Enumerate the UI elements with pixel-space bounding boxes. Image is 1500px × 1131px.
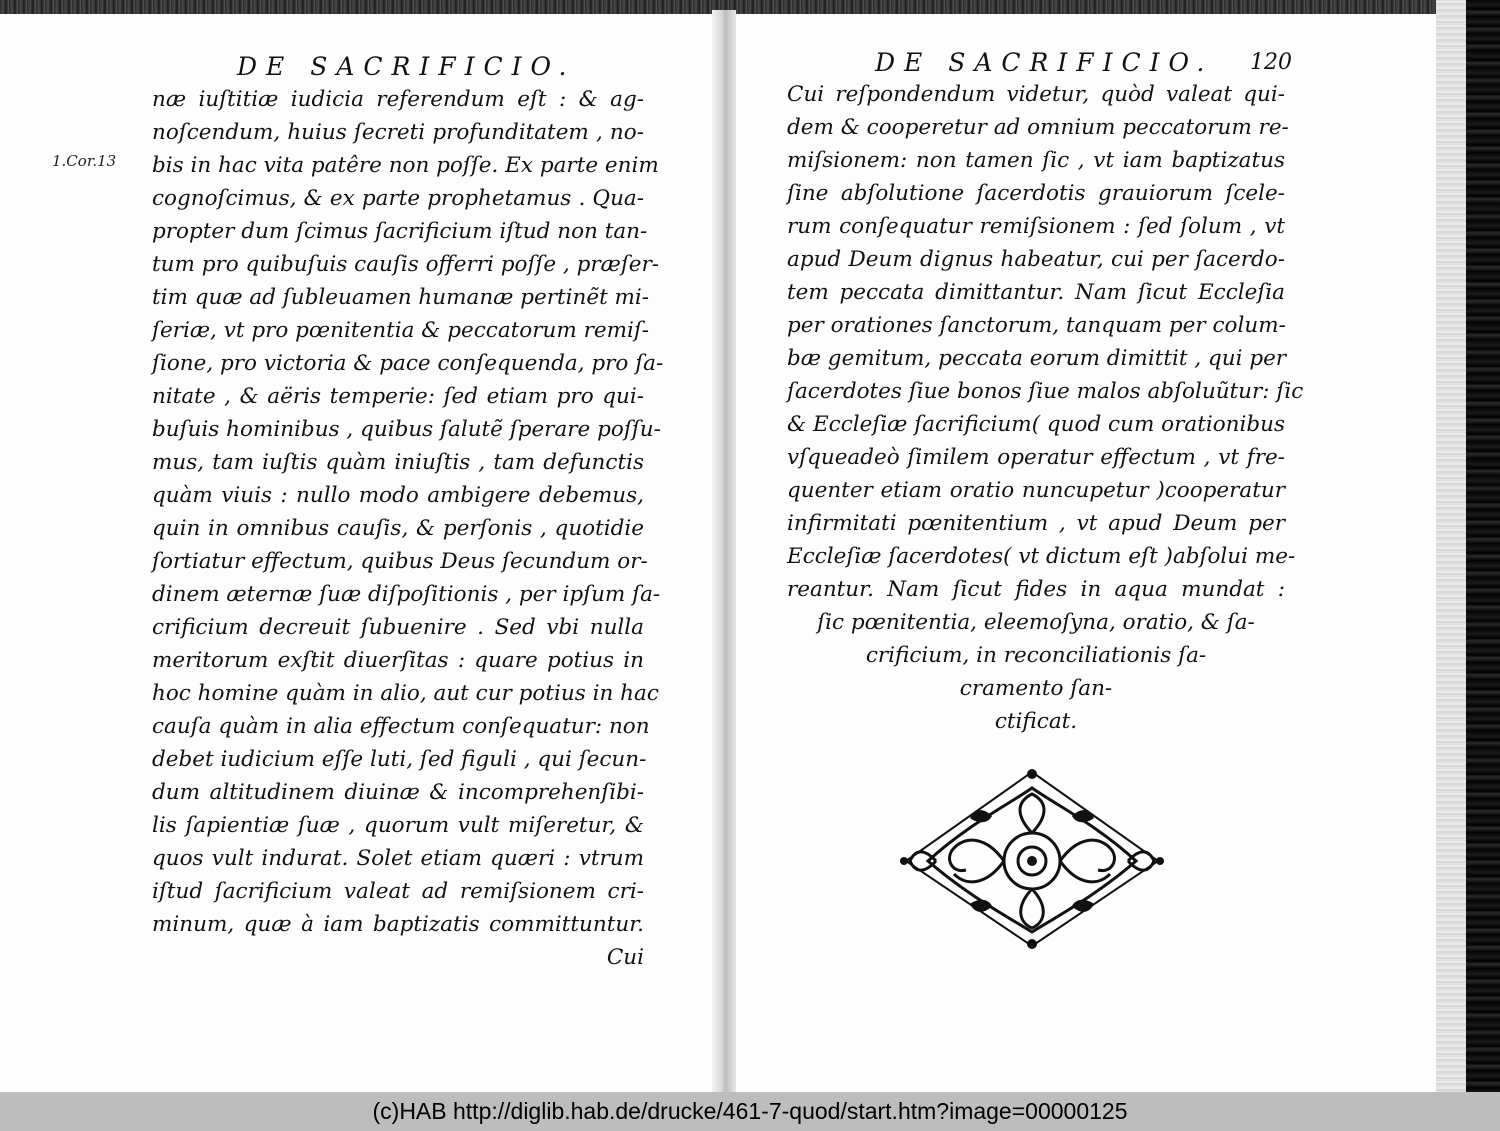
text-line: ſacerdotes ſiue bonos ſiue malos abſoluũtur: ſic	[787, 379, 1304, 404]
text-line: dinem æternæ ſuæ diſpoſitionis , per ipſum ſa-	[152, 582, 661, 607]
text-line: nitate , & aëris temperie: ſed etiam pro qui-	[152, 384, 644, 409]
page-number: 120	[1250, 50, 1292, 75]
text-line: tem peccata dimittantur. Nam ſicut Eccleſia	[787, 280, 1285, 305]
text-line: buſuis hominibus , quibus ſalutẽ ſperare poſſu-	[152, 417, 661, 442]
text-line: cauſa quàm in alia effectum conſequatur: non	[152, 714, 650, 739]
text-line: & Eccleſiæ ſacrificium( quod cum orationibus	[787, 412, 1286, 437]
text-line: propter dum ſcimus ſacrificium iſtud non tan-	[152, 219, 648, 244]
text-line: næ iuſtitiæ iudicia referendum eſt : & ag-	[152, 87, 644, 112]
scan-right-border	[1466, 0, 1500, 1092]
copyright-text: (c)HAB http://diglib.hab.de/drucke/461-7-quod/start.htm?image=00000125	[372, 1098, 1128, 1124]
text-line: ſione, pro victoria & pace conſequenda, pro ſa-	[152, 351, 664, 376]
text-line: quin in omnibus cauſis, & perſonis , quotidie	[152, 516, 644, 541]
book-gutter	[712, 10, 736, 1092]
text-line: minum, quæ à iam baptizatis committuntur.	[152, 912, 644, 937]
text-line: bis in hac vita patêre non poſſe. Ex parte enim	[152, 153, 659, 178]
text-line: meritorum exſtit diuerſitas : quare potius in	[152, 648, 644, 673]
text-line: apud Deum dignus habeatur, cui per ſacerdo-	[787, 247, 1285, 272]
text-line: ſine abſolutione ſacerdotis grauiorum ſcele-	[787, 181, 1285, 206]
text-line: bæ gemitum, peccata eorum dimittit , qui per	[787, 346, 1287, 371]
right-page-header: DE SACRIFICIO.	[875, 48, 1214, 77]
text-line: quenter etiam oratio nuncupetur )cooperatur	[787, 478, 1285, 503]
text-line: dem & cooperetur ad omnium peccatorum re-	[787, 115, 1289, 140]
text-line: debet iudicium eſſe luti, ſed figuli , qui ſecun-	[152, 747, 647, 772]
right-page-body	[787, 78, 1304, 738]
left-page-body	[152, 83, 664, 974]
fleuron-ornament-icon	[896, 766, 1168, 952]
text-line: miſsionem: non tamen ſic , vt iam baptizatus	[787, 148, 1285, 173]
text-line-centered: ſic pœnitentia, eleemoſyna, oratio, & ſa-	[817, 610, 1255, 635]
text-line: noſcendum, huius ſecreti profunditatem , no-	[152, 120, 644, 145]
catchword: Cui	[606, 945, 644, 970]
text-line: vſqueadeò ſimilem operatur effectum , vt fre-	[787, 445, 1285, 470]
text-line: crificium decreuit ſubuenire . Sed vbi nulla	[152, 615, 644, 640]
text-line: quos vult indurat. Solet etiam quæri : vtrum	[152, 846, 644, 871]
text-line-centered: cramento ſan-	[959, 676, 1113, 701]
text-line: rum conſequatur remiſsionem : ſed ſolum , vt	[787, 214, 1285, 239]
text-line: per orationes ſanctorum, tanquam per colum-	[787, 313, 1286, 338]
text-line: dum altitudinem diuinæ & incomprehenſibi-	[152, 780, 644, 805]
text-line: ſortiatur effectum, quibus Deus ſecundum or-	[152, 549, 648, 574]
left-page-header: DE SACRIFICIO.	[237, 52, 576, 81]
text-line: tim quæ ad ſubleuamen humanæ pertinẽt mi-	[152, 285, 650, 310]
margin-note: 1.Cor.13	[52, 152, 117, 170]
text-line-centered: ctificat.	[994, 709, 1078, 734]
text-line-centered: crificium, in reconciliationis ſa-	[865, 643, 1207, 668]
text-line: Eccleſiæ ſacerdotes( vt dictum eſt )abſolui me-	[787, 544, 1296, 569]
scan-top-edge	[0, 0, 1500, 14]
page-edges	[1436, 0, 1466, 1092]
copyright-footer	[0, 1092, 1500, 1131]
text-line: iſtud ſacrificium valeat ad remiſsionem cri-	[152, 879, 644, 904]
text-line: Cui reſpondendum videtur, quòd valeat qui-	[787, 82, 1285, 107]
text-line: reantur. Nam ſicut fides in aqua mundat :	[787, 577, 1285, 602]
text-line: ſeriæ, vt pro pœnitentia & peccatorum remiſ-	[152, 318, 650, 343]
text-line: quàm viuis : nullo modo ambigere debemus,	[152, 483, 644, 508]
text-line: cognoſcimus, & ex parte prophetamus . Qua-	[152, 186, 644, 211]
text-line: hoc homine quàm in alio, aut cur potius in hac	[152, 681, 659, 706]
text-line: lis ſapientiæ ſuæ , quorum vult miſeretur, &	[152, 813, 644, 838]
text-line: infirmitati pœnitentium , vt apud Deum per	[787, 511, 1285, 536]
text-line: mus, tam iuſtis quàm iniuſtis , tam defunctis	[152, 450, 644, 475]
text-line: tum pro quibuſuis cauſis offerri poſſe , præſer-	[152, 252, 660, 277]
